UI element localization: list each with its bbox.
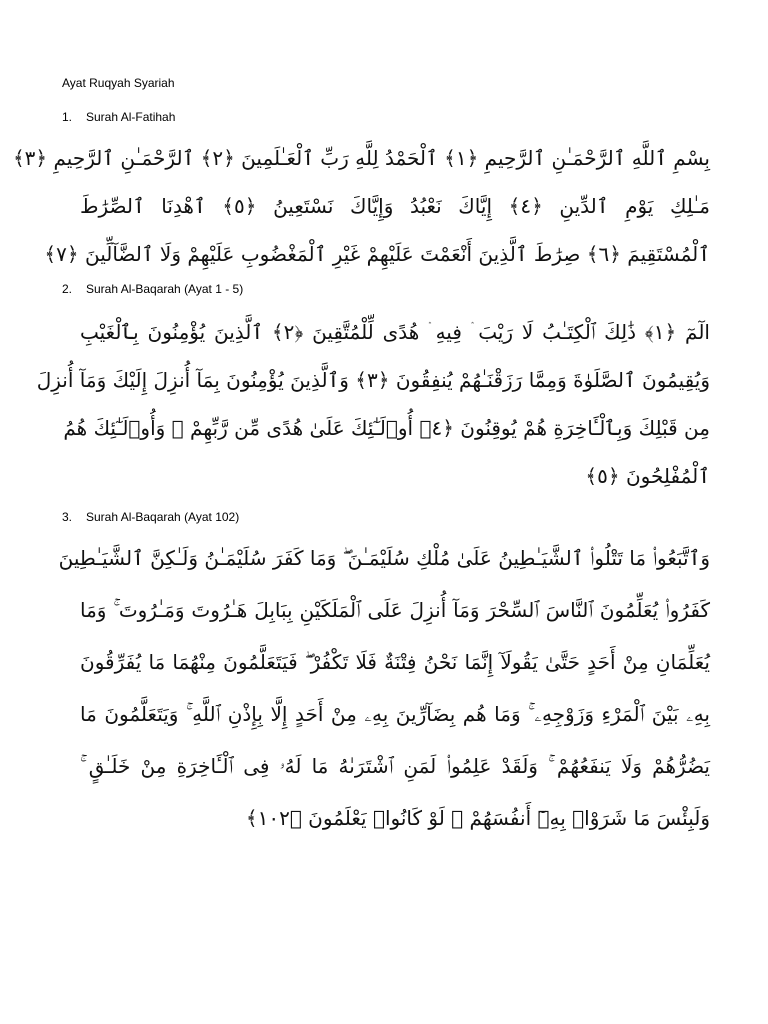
section-title: Surah Al-Baqarah (Ayat 102) (86, 510, 240, 524)
section-number: 1. (62, 110, 73, 124)
section-heading-2 (62, 282, 243, 296)
verse-line: وَيُقِيمُونَ ٱلصَّلَوٰةَ وَمِمَّا رَزَقْنَـٰهُمْ يُنفِقُونَ ﴿٣﴾ وَٱلَّذِينَ يُؤْمِنُونَ بِمَآ أُنزِلَ إِلَيْكَ وَمَآ أُنزِلَ (36, 368, 710, 392)
verse-line: ٱلْمُسْتَقِيمَ ﴿٦﴾ صِرَٰطَ ٱلَّذِينَ أَنْعَمْتَ عَلَيْهِمْ غَيْرِ ٱلْمَغْضُوبِ عَلَيْهِمْ وَلَا ٱلضَّآلِّينَ ﴿٧﴾ (44, 242, 710, 266)
section-title: Surah Al-Baqarah (Ayat 1 - 5) (86, 282, 244, 296)
section-title: Surah Al-Fatihah (86, 110, 176, 124)
verse-line: وَٱتَّبَعُوا۟ مَا تَتْلُوا۟ ٱلشَّيَـٰطِينُ عَلَىٰ مُلْكِ سُلَيْمَـٰنَ ۖ وَمَا كَفَرَ سُلَيْمَـٰنُ وَلَـٰكِنَّ ٱلشَّيَـٰطِينَ (58, 546, 710, 570)
verse-line: مِن قَبْلِكَ وَبِٱلْـَٔاخِرَةِ هُمْ يُوقِنُونَ ﴿٤﴾ أُو۟لَـٰٓئِكَ عَلَىٰ هُدًى مِّن رَّبِّهِمْ ۖ وَأُو۟لَـٰٓئِكَ هُمُ (63, 416, 710, 440)
verse-line: يُعَلِّمَانِ مِنْ أَحَدٍ حَتَّىٰ يَقُولَآ إِنَّمَا نَحْنُ فِتْنَةٌ فَلَا تَكْفُرْ ۖ فَيَتَعَلَّمُونَ مِنْهُمَا مَا يُفَرِّقُونَ (80, 650, 710, 674)
verse-line: الٓمٓ ﴿١﴾ ذَٰلِكَ ٱلْكِتَـٰبُ لَا رَيْبَ ۛ فِيهِ ۛ هُدًى لِّلْمُتَّقِينَ ﴿٢﴾ ٱلَّذِينَ يُؤْمِنُونَ بِٱلْغَيْبِ (80, 320, 710, 344)
verse-block-baqarah-1-5 (36, 308, 710, 500)
verse-line: ٱلْمُفْلِحُونَ ﴿٥﴾ (585, 464, 710, 488)
section-heading-3 (62, 510, 239, 524)
page-title: Ayat Ruqyah Syariah (62, 76, 175, 90)
verse-line: يَضُرُّهُمْ وَلَا يَنفَعُهُمْ ۚ وَلَقَدْ عَلِمُوا۟ لَمَنِ ٱشْتَرَىٰهُ مَا لَهُۥ فِى ٱلْـَٔاخِرَةِ مِنْ خَلَـٰقٍ ۚ (80, 754, 710, 778)
verse-block-fatihah (12, 134, 710, 278)
verse-line: بِهِۦ بَيْنَ ٱلْمَرْءِ وَزَوْجِهِۦ ۚ وَمَا هُم بِضَآرِّينَ بِهِۦ مِنْ أَحَدٍ إِلَّا بِإِذْنِ ٱللَّهِ ۚ وَيَتَعَلَّمُونَ مَا (80, 702, 710, 726)
section-number: 2. (62, 282, 73, 296)
verse-line: وَلَبِئْسَ مَا شَرَوْا۟ بِهِۦٓ أَنفُسَهُمْ ۚ لَوْ كَانُوا۟ يَعْلَمُونَ ﴿١٠٢﴾ (245, 806, 710, 830)
section-number: 3. (62, 510, 73, 524)
verse-line: بِسْمِ ٱللَّهِ ٱلرَّحْمَـٰنِ ٱلرَّحِيمِ ﴿١﴾ ٱلْحَمْدُ لِلَّهِ رَبِّ ٱلْعَـٰلَمِينَ ﴿٢﴾ ٱلرَّحْمَـٰنِ ٱلرَّحِيمِ ﴿٣﴾ (12, 146, 710, 170)
section-heading-1 (62, 110, 175, 124)
verse-line: مَـٰلِكِ يَوْمِ ٱلدِّينِ ﴿٤﴾ إِيَّاكَ نَعْبُدُ وَإِيَّاكَ نَسْتَعِينُ ﴿٥﴾ ٱهْدِنَا ٱلصِّرَٰطَ (80, 194, 710, 218)
verse-block-baqarah-102 (58, 532, 710, 844)
verse-line: كَفَرُوا۟ يُعَلِّمُونَ ٱلنَّاسَ ٱلسِّحْرَ وَمَآ أُنزِلَ عَلَى ٱلْمَلَكَيْنِ بِبَابِلَ هَـٰرُوتَ وَمَـٰرُوتَ ۚ وَمَا (80, 598, 710, 622)
